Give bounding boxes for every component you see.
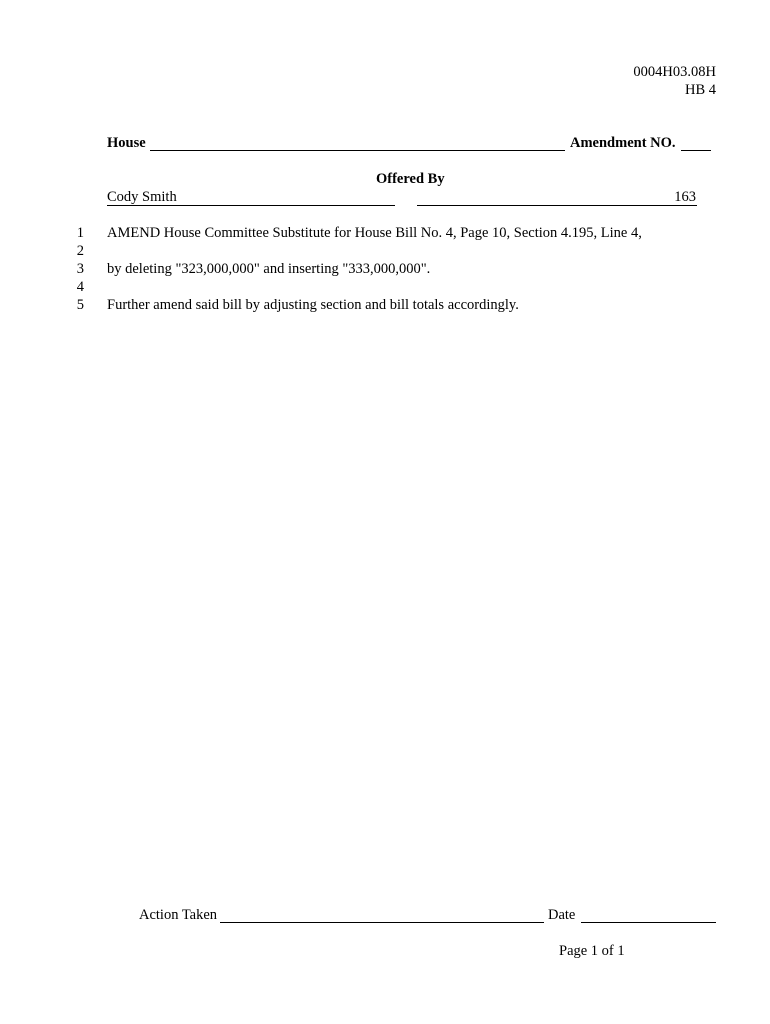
page-number: Page 1 of 1 xyxy=(559,943,625,959)
bill-number: HB 4 xyxy=(684,82,716,98)
district-number: 163 xyxy=(674,189,696,205)
date-label: Date xyxy=(548,907,576,923)
line-number: 3 xyxy=(76,261,84,277)
line-number: 4 xyxy=(76,279,84,295)
sponsor-name: Cody Smith xyxy=(107,189,177,205)
line-number: 1 xyxy=(76,225,84,241)
amendment-text-line: AMEND House Committee Substitute for House Bill No. 4, Page 10, Section 4.195, Line 4, xyxy=(107,225,642,241)
action-taken-blank-line xyxy=(220,922,544,923)
action-taken-label: Action Taken xyxy=(139,907,218,923)
document-code: 0004H03.08H xyxy=(633,64,716,80)
amendment-text-line: Further amend said bill by adjusting section and bill totals accordingly. xyxy=(107,297,519,313)
house-blank-line xyxy=(150,150,565,151)
district-underline xyxy=(417,205,697,206)
amendment-text-line: by deleting "323,000,000" and inserting "333,000,000". xyxy=(107,261,431,277)
line-number: 2 xyxy=(76,243,84,259)
house-label: House xyxy=(107,135,146,151)
amendment-number-label: Amendment NO. xyxy=(570,135,676,151)
sponsor-underline xyxy=(107,205,395,206)
line-number: 5 xyxy=(76,297,84,313)
offered-by-label: Offered By xyxy=(376,171,445,187)
date-blank-line xyxy=(581,922,716,923)
amendment-number-blank-line xyxy=(681,150,711,151)
